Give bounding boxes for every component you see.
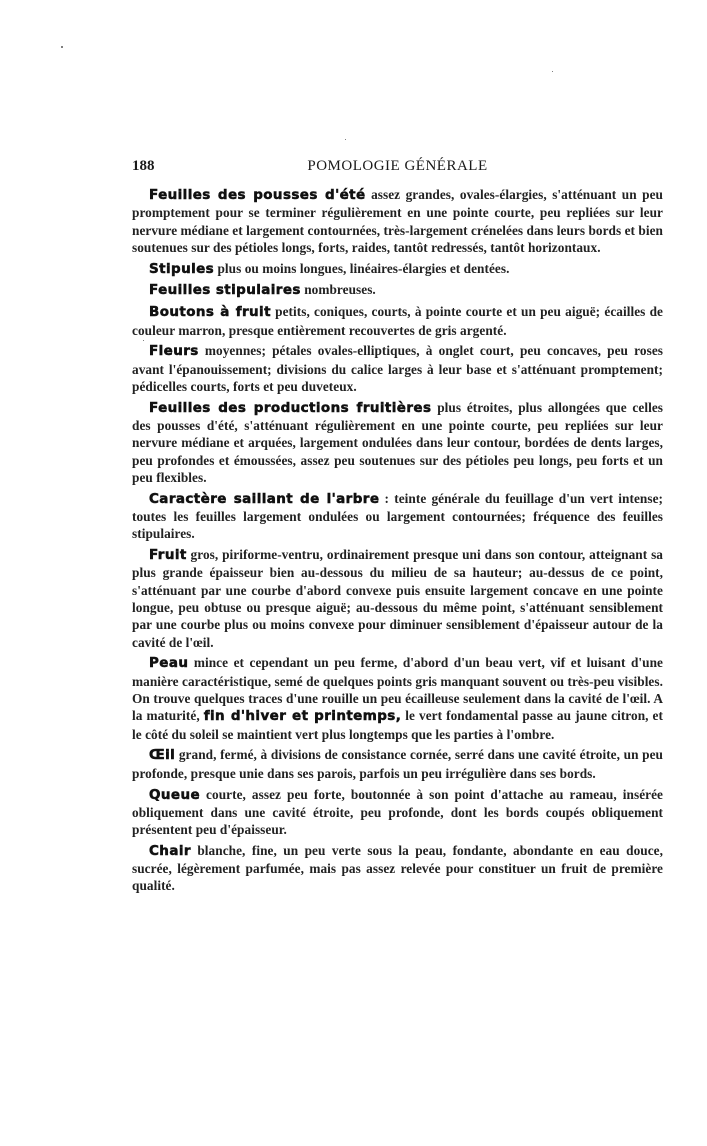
paragraph-lead: Fruit xyxy=(149,547,187,564)
paragraph-text: assez grandes, ovales-élargies, s'atténuant un peu promptement pour se terminer régulièrement en une pointe courte, peu repliées sur leur nervure médiane et largement contournées, très-largement crénelées dans leurs bords et bien soutenues sur des pétioles longs, forts, raides, tantôt redressés, tantôt horizontaux. xyxy=(132,187,663,255)
scan-speck xyxy=(61,46,63,48)
paragraph-lead: Feuilles des pousses d'été xyxy=(149,187,366,203)
paragraph-lead: Feuilles des productions fruitières xyxy=(149,399,432,416)
page-number: 188 xyxy=(132,158,155,174)
paragraph-lead: Peau xyxy=(149,655,189,672)
paragraph-lead: Stipules xyxy=(149,260,215,277)
paragraph-text: mince et cependant un peu ferme, d'abord d'un beau vert, vif et luisant d'une manière caractéristique, semé de quelques points gris manquant souvent ou très-peu visibles. On trouve quelques traces d'une rouille un peu écailleuse seulement dans la cavité de l'œil. A la maturité, xyxy=(132,655,663,724)
paragraph-lead: Queue xyxy=(149,786,201,803)
paragraph-feuilles-productions xyxy=(132,399,663,486)
paragraph-queue xyxy=(132,786,663,839)
paragraph-text: gros, piriforme-ventru, ordinairement presque uni dans son contour, atteignant sa plus grande épaisseur bien au-dessous du milieu de sa hauteur; au-dessus de ce point, s'atténuant par une courbe d'abord convexe puis ensuite largement concave en une pointe longue, peu obtuse ou presque aiguë; au-dessous du même point, s'atténuant sensiblement par une courbe plus ou moins convexe pour diminuer sensiblement d'épaisseur autour de la cavité de l'œil. xyxy=(132,547,663,650)
paragraph-text: courte, assez peu forte, boutonnée à son point d'attache au rameau, insérée obliquement dans une cavité étroite, peu profonde, dont les bords coupés obliquement présentent peu d'épaisseur. xyxy=(132,786,663,838)
paragraph-oeil xyxy=(132,746,663,782)
paragraph-text: moyennes; pétales ovales-elliptiques, à onglet court, peu concaves, peu roses avant l'épanouissement; divisions du calice larges à leur base et s'atténuant promptement; pédicelles courts, forts et peu duveteux. xyxy=(132,343,663,394)
paragraph-lead: Chair xyxy=(149,842,191,859)
document-page xyxy=(132,158,663,898)
paragraph-stipules xyxy=(132,260,663,278)
paragraph-caractere xyxy=(132,490,663,543)
scan-speck xyxy=(345,139,346,140)
paragraph-fruit xyxy=(132,546,663,651)
scan-speck xyxy=(552,71,553,72)
paragraph-peau xyxy=(132,654,663,742)
paragraph-feuilles-pousses xyxy=(132,186,663,256)
paragraph-lead: Fleurs xyxy=(149,343,199,360)
paragraph-text: grand, fermé, à divisions de consistance cornée, serré dans une cavité étroite, un peu profonde, presque unie dans ses parois, parfois un peu irrégulière dans ses bords. xyxy=(132,747,663,781)
paragraph-text: plus étroites, plus allongées que celles des pousses d'été, s'atténuant régulièrement en une pointe courte, peu repliées sur leur nervure médiane et arquées, largement ondulées dans leur contour, bordées de dents larges, peu profondes et émoussées, assez peu soutenues sur des pétioles peu longs, peu forts et un peu flexibles. xyxy=(132,399,663,485)
paragraph-feuilles-stipulaires xyxy=(132,281,663,299)
paragraph-text: petits, coniques, courts, à pointe courte et un peu aiguë; écailles de couleur marron, presque entièrement recouvertes de gris argenté. xyxy=(132,304,663,338)
paragraph-lead: Œil xyxy=(149,747,176,764)
paragraph-chair xyxy=(132,842,663,895)
paragraph-text: blanche, fine, un peu verte sous la peau, fondante, abondante en eau douce, sucrée, légèrement parfumée, mais pas assez relevée pour constituer un fruit de première qualité. xyxy=(132,842,663,894)
paragraph-fleurs xyxy=(132,342,663,395)
running-title: POMOLOGIE GÉNÉRALE xyxy=(307,158,488,174)
paragraph-text: nombreuses. xyxy=(300,282,376,298)
paragraph-text: plus ou moins longues, linéaires-élargies et dentées. xyxy=(214,260,510,276)
paragraph-lead: Caractère saillant de l'arbre xyxy=(149,490,380,507)
paragraph-boutons xyxy=(132,303,663,339)
paragraph-lead: Feuilles stipulaires xyxy=(149,282,301,299)
running-head xyxy=(132,158,663,180)
paragraph-text: : teinte générale du feuillage d'un vert intense; toutes les feuilles largement ondulées ou largement contournées; fréquence des feuilles stipulaires. xyxy=(132,490,664,542)
paragraph-lead: Boutons à fruit xyxy=(149,304,271,321)
maturity-season: fin d'hiver et printemps, xyxy=(203,708,402,725)
paragraph-text-after: le vert fondamental passe au jaune citron, et le côté du soleil se maintient vert plus longtemps que les parties à l'ombre. xyxy=(132,708,663,742)
